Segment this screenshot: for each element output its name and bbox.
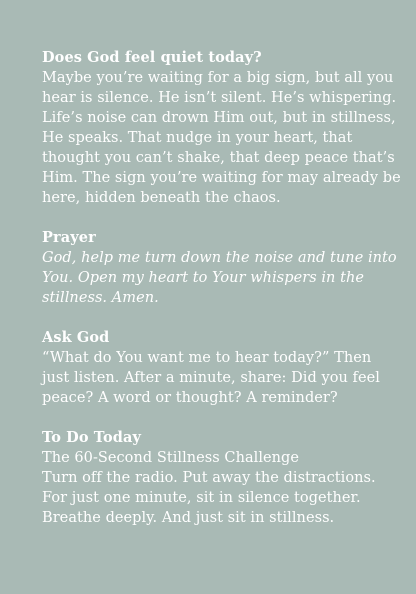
section-body — [42, 448, 376, 528]
section-to-do-today — [42, 428, 376, 528]
body-line: Him. The sign you’re waiting for may already be — [42, 170, 401, 186]
section-prayer — [42, 228, 397, 308]
body-line: peace? A word or thought? A reminder? — [42, 390, 338, 406]
section-ask-god — [42, 328, 380, 408]
body-line: Life’s noise can drown Him out, but in stillness, — [42, 110, 396, 126]
body-line: hear is silence. He isn’t silent. He’s whispering. — [42, 90, 397, 106]
body-line: just listen. After a minute, share: Did you feel — [42, 370, 380, 386]
section-heading: Ask God — [42, 329, 110, 346]
body-line: The 60-Second Stillness Challenge — [42, 450, 300, 466]
body-line: For just one minute, sit in silence together. — [42, 490, 361, 506]
section-body — [42, 348, 380, 408]
body-line: You. Open my heart to Your whispers in the — [42, 270, 364, 286]
body-line: Breathe deeply. And just sit in stillness. — [42, 510, 335, 526]
body-line: God, help me turn down the noise and tune into — [42, 250, 397, 266]
body-line: stillness. Amen. — [42, 290, 159, 306]
section-heading: Prayer — [42, 229, 96, 246]
prayer-text — [42, 248, 397, 308]
section-body — [42, 68, 401, 208]
body-line: Turn off the radio. Put away the distractions. — [42, 470, 376, 486]
section-heading: To Do Today — [42, 429, 141, 446]
body-line: thought you can’t shake, that deep peace that’s — [42, 150, 395, 166]
body-line: He speaks. That nudge in your heart, that — [42, 130, 353, 146]
body-line: here, hidden beneath the chaos. — [42, 190, 281, 206]
body-line: “What do You want me to hear today?” Then — [42, 350, 372, 366]
body-line: Maybe you’re waiting for a big sign, but all you — [42, 70, 394, 86]
section-heading: Does God feel quiet today? — [42, 49, 262, 66]
section-quiet — [42, 48, 401, 208]
